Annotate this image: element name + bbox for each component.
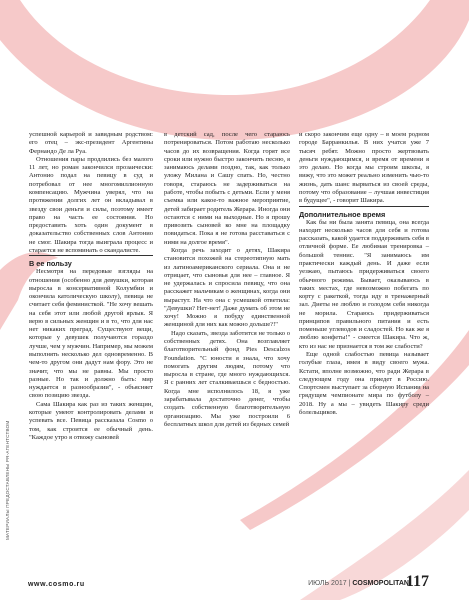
paragraph: в детский сад, после чего стараюсь потренироваться. Потом работаю несколько часов до их возвращения. Когда горят все сроки или нужно быстро закончить песню, я занимаюсь делами поздно, так, как только уложу Милана и Сашу спать. Но, честно говоря, стараюсь не задерживаться на работе, чтобы побыть с детьми. Если у меня съемка или какое-то важное мероприятие, детей забирает родитель Жерара. Иногда они остаются с ними на выходные. Но я прошу привозить сыновей ко мне на площадку повидаться. Пока я не готова расставаться с ними на долгое время". [164,131,290,246]
magazine-name: COSMOPOLITAN [352,580,409,587]
paragraph: Несмотря на передовые взгляды на отношения (особенно для девушки, которая выросла в консервативной Колумбии и окончила католическую школу), певица не считает себя феминисткой. "Не хочу вешать на себя этот или любой другой ярлык. Я верю в сильных женщин и в то, что для нас нет никаких преград. Существуют вещи, которые у девушек получаются гораздо лучше, чем у мужчин. Например, мы можем выполнять несколько дел одновременно. В чем-то другом они дадут нам фору. Это не значит, что мы не равны. Мы просто разные. Но так и должно быть: мир нуждается в разнообразии", - объясняет свою позицию звезда. [29,268,153,400]
issue-info [308,580,409,587]
paragraph: Отношения пары продлились без малого 11 лет, но роман закончился прозаически: Антонио подал на певицу в суд и потребовал от нее многомиллионную компенсацию. Мужчина уверял, что на протяжении долгих лет он вкладывал в звезду свои деньги и силы, поэтому имеет право на часть ее состояния. Но предоставить хоть один документ в доказательство собственных слов Антонио не смог. Шакира тогда выиграла процесс и старается не вспоминать о скандалисте. [29,155,153,254]
text-column-3 [299,131,429,417]
website-link[interactable]: www.cosmo.ru [28,581,85,588]
text-column-2 [164,131,290,429]
footer-separator: | [346,580,353,587]
paragraph: Когда речь заходит о детях, Шакира становится похожей на стереотипную мать из латиноамериканского сериала. Она и не отрицает, что сыновья для нее – главное. Я не удержалась и спросила певицу, что она расскажет мальчикам о женщинах, когда они вырастут. На что она с усмешкой ответила: "Девушки? Нет-нет! Даже думать об этом не хочу! Можно я побуду единственной женщиной для них как можно дольше?!" [164,246,290,329]
page-footer [28,574,429,588]
section-heading: Дополнительное время [299,206,429,219]
paragraph: и скоро закончим еще одну – в моем родном городе Барранкилья. В них учатся уже 7 тысяч ребят. Можно просто жертвовать деньги нуждающимся, и время от времени я это делаю. Но когда мы строим школы, я вижу, что это может реально изменить чью-то жизнь, дать шанс вырваться из своей среды, потому что образование – лучшая инвестиция в будущее", - говорит Шакира. [299,131,429,205]
paragraph: успешной карьерой и завидным родством: его отец – экс-президент Аргентины Фернандо Де ла Руа. [29,131,153,155]
issue-date: ИЮЛЬ 2017 [308,580,347,587]
section-heading: В ее пользу [29,255,153,268]
page-number: 117 [405,573,429,590]
text-column-1 [29,131,153,442]
paragraph: Как бы ни была занята певица, она всегда находит несколько часов для себя и готова рассказать, какой удается поддерживать себя в отличной форме. Ее любимая тренировка – большой теннис. "Я занимаюсь им практически каждый день. И даже если уезжаю, пытаюсь придерживаться своего обычного режима. Бывает, оказываюсь в таких местах, где невозможно побегать по корту с ракеткой, тогда иду в тренажерный зал. Диеты не люблю и голодом себя никогда не морила. Стараюсь придерживаться принципов правильного питания и есть поменьше углеводов и сладостей. Но как же я люблю конфеты!" - смеется Шакира. Что ж, кто из нас не признается в том же слабости? [299,218,429,350]
paragraph: Еще одной слабостью певица называет голубые глаза, имея в виду своего мужа. Кстати, вполне возможно, что ради Жерара в следующем году она приедет в Россию. Спортсмен выступает за сборную Испании на грядущем чемпионате мира по футболу – 2018. Ну а мы – увидеть Шакиру среди болельщиков. [299,351,429,416]
side-credit-caption: МАТЕРИАЛЫ ПРЕДОСТАВЛЕНЫ PR-АГЕНТСТВОМ [5,420,10,540]
paragraph: Сама Шакира как раз из таких женщин, которые умеют контролировать делами и успевать все. Певица рассказала Cosmo о том, как строится ее обычный день. "Каждое утро я отвожу сыновей [29,400,153,441]
paragraph: Надо сказать, звезда заботится не только о собственных детях. Она возглавляет благотворительный фонд Pies Descalzos Foundation. "С юности я знала, что хочу помогать другим людям, потому что выросла в стране, где много нуждающихся. Я с ранних лет сталкиваешься с бедностью. Когда мне исполнилось 18, я уже зарабатывала достаточно денег, чтобы создать собственную благотворительную организацию. Мы уже построили 6 бесплатных школ для детей из бедных семей [164,329,290,428]
